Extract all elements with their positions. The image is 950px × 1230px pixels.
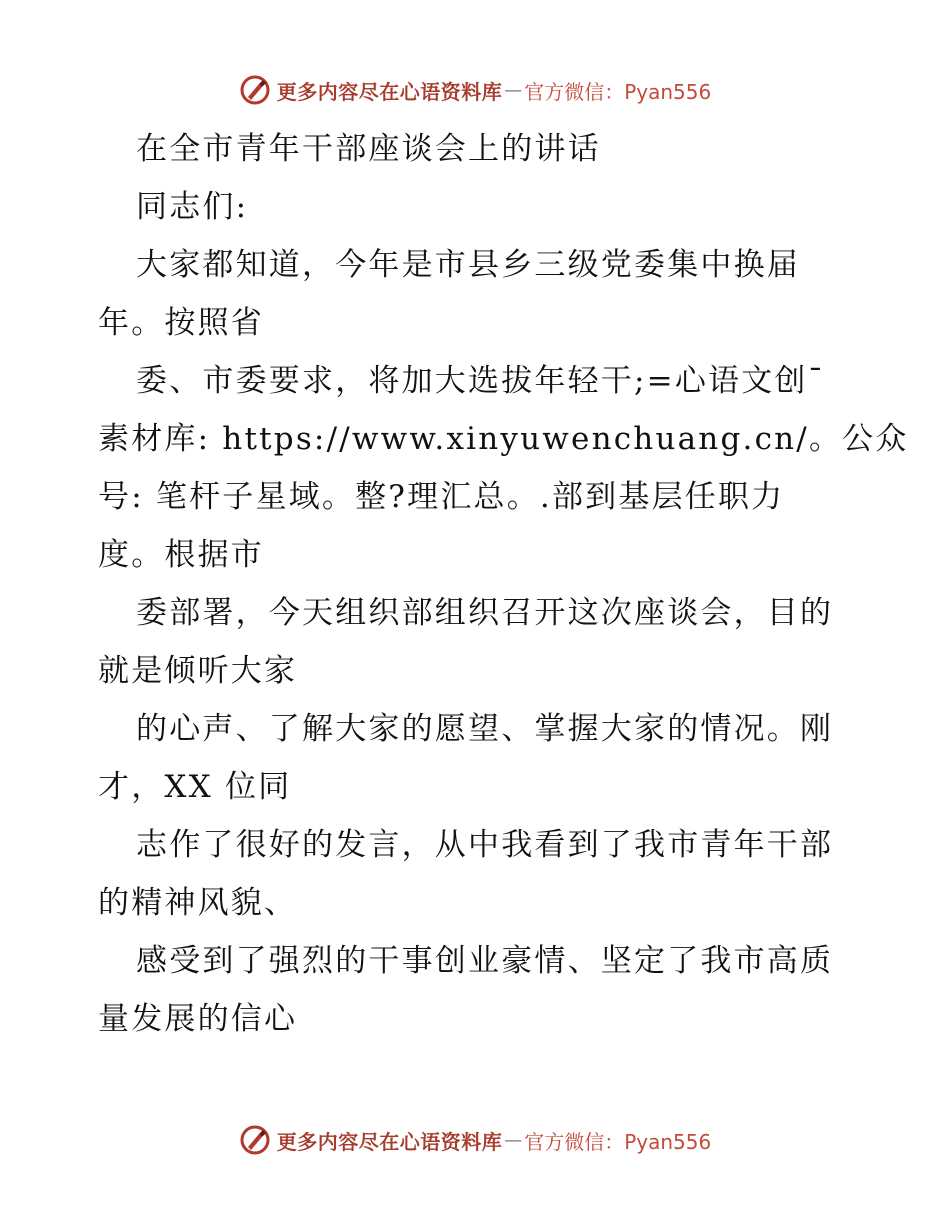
paragraph-line: 号: 笔杆子星域。整?理汇总。.部到基层任职力 xyxy=(98,479,785,515)
paragraph-line: 委、市委要求，将加大选拔年轻干;=心语文创¯ xyxy=(136,363,826,399)
pen-logo-icon xyxy=(239,74,271,106)
paragraph-line: 素材库: https://www.xinyuwenchuang.cn/。公众 xyxy=(98,421,909,457)
document-body xyxy=(98,120,909,1048)
document-title: 在全市青年干部座谈会上的讲话 xyxy=(136,131,601,167)
paragraph-line: 委部署，今天组织部组织召开这次座谈会，目的 xyxy=(136,595,834,631)
pen-logo-icon xyxy=(239,1124,271,1156)
paragraph-line: 才，XX 位同 xyxy=(98,769,292,805)
footer-banner xyxy=(0,1120,950,1160)
paragraph-line: 年。按照省 xyxy=(98,305,264,341)
paragraph-line: 大家都知道，今年是市县乡三级党委集中换届 xyxy=(136,247,800,283)
paragraph-line: 的精神风貌、 xyxy=(98,885,298,921)
footer-separator: — xyxy=(504,1129,523,1151)
paragraph-line: 志作了很好的发言，从中我看到了我市青年干部 xyxy=(136,827,834,863)
header-separator: — xyxy=(504,79,523,101)
header-wechat-text: 官方微信：Pyan556 xyxy=(524,79,712,104)
paragraph-line: 同志们: xyxy=(136,189,249,225)
footer-wechat-text: 官方微信：Pyan556 xyxy=(524,1129,712,1154)
paragraph-line: 感受到了强烈的干事创业豪情、坚定了我市高质 xyxy=(136,943,834,979)
paragraph-line: 的心声、了解大家的愿望、掌握大家的情况。刚 xyxy=(136,711,834,747)
paragraph-line: 量发展的信心 xyxy=(98,1001,298,1037)
header-site-text: 更多内容尽在心语资料库 xyxy=(276,79,503,104)
header-banner xyxy=(0,70,950,110)
paragraph-line: 度。根据市 xyxy=(98,537,264,573)
footer-site-text: 更多内容尽在心语资料库 xyxy=(276,1129,503,1154)
paragraph-line: 就是倾听大家 xyxy=(98,653,298,689)
